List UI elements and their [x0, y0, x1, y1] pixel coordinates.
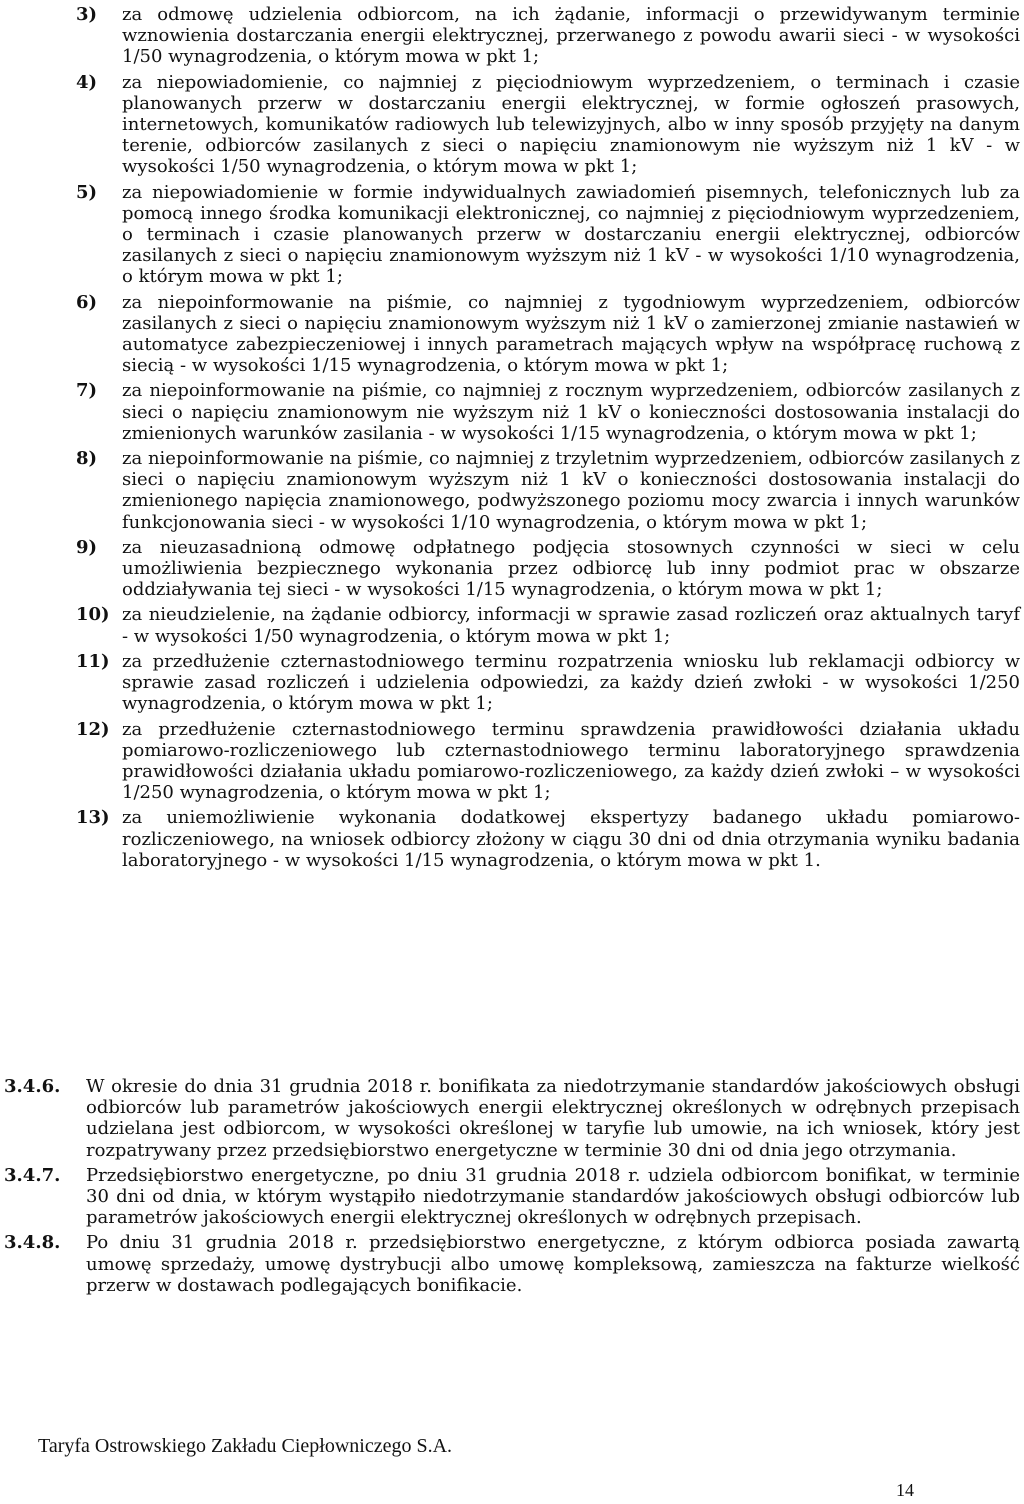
item-number: 7) [76, 380, 98, 402]
numbered-list [76, 4, 1020, 875]
item-number: 10) [76, 604, 110, 626]
list-item [76, 719, 1020, 804]
list-item [76, 604, 1020, 646]
item-text: za uniemożliwienie wykonania dodatkowej ekspertyzy badanego układu pomiarowo-rozliczeniowego, na wniosek odbiorcy złożony w ciągu 30 dni od dnia otrzymania wyniku badania laboratoryjnego - w wysokości 1/15 wynagrodzenia, o którym mowa w pkt 1. [122, 807, 1020, 871]
page-number: 14 [896, 1480, 914, 1500]
item-text: za nieudzielenie, na żądanie odbiorcy, informacji w sprawie zasad rozliczeń oraz aktualnych taryf - w wysokości 1/50 wynagrodzenia, o którym mowa w pkt 1; [122, 604, 1020, 647]
item-text: za niepoinformowanie na piśmie, co najmniej z tygodniowym wyprzedzeniem, odbiorców zasilanych z sieci o napięciu znamionowym wyższym niż 1 kV o zamierzonej zmianie nastawień w automatyce zabezpieczeniowej i innych parametrach mających wpływ na współpracę ruchową z siecią - w wysokości 1/15 wynagrodzenia, o którym mowa w pkt 1; [122, 291, 1020, 377]
list-item [76, 807, 1020, 871]
list-item [76, 72, 1020, 178]
item-text: za odmowę udzielenia odbiorcom, na ich żądanie, informacji o przewidywanym terminie wznowienia dostarczania energii elektrycznej, przerwanego z powodu awarii sieci - w wysokości 1/50 wynagrodzenia, o którym mowa w pkt 1; [122, 4, 1020, 68]
item-number: 4) [76, 71, 98, 93]
section-text: W okresie do dnia 31 grudnia 2018 r. bonifikata za niedotrzymanie standardów jakościowych obsługi odbiorców lub parametrów jakościowych energii elektrycznej określonych w odrębnych przepisach udzielana jest odbiorcom, w wysokości określonej w taryfie lub umowie, na ich wniosek, który jest rozpatrywany przez przedsiębiorstwo energetyczne w terminie 30 dni od dnia jego otrzymania. [86, 1076, 1020, 1161]
list-item [76, 182, 1020, 288]
item-number: 12) [76, 718, 110, 740]
item-text: za przedłużenie czternastodniowego terminu sprawdzenia prawidłowości działania układu pomiarowo-rozliczeniowego lub czternastodniowego terminu laboratoryjnego sprawdzenia prawidłowości działania układu pomiarowo-rozliczeniowego, za każdy dzień zwłoki – w wysokości 1/250 wynagrodzenia, o którym mowa w pkt 1; [122, 718, 1020, 804]
item-text: za przedłużenie czternastodniowego terminu rozpatrzenia wniosku lub reklamacji odbiorcy w sprawie zasad rozliczeń i udzielenia odpowiedzi, za każdy dzień zwłoki - w wysokości 1/250 wynagrodzenia, o którym mowa w pkt 1; [122, 650, 1020, 715]
item-text: za niepowiadomienie w formie indywidualnych zawiadomień pisemnych, telefonicznych lub za pomocą innego środka komunikacji elektronicznej, co najmniej z pięciodniowym wyprzedzeniem, o terminach i czasie planowanych przerw w dostarczaniu energii elektrycznej, odbiorców zasilanych z sieci o napięciu znamionowym wyższym niż 1 kV - w wysokości 1/10 wynagrodzenia, o którym mowa w pkt 1; [122, 181, 1020, 288]
item-number: 11) [76, 650, 110, 672]
section-number: 3.4.8. [4, 1232, 61, 1254]
list-item [76, 292, 1020, 377]
item-text: za nieuzasadnioną odmowę odpłatnego podjęcia stosownych czynności w sieci w celu umożliwienia bezpiecznego wykonania przez odbiorcę lub inny podmiot prac w obszarze oddziaływania tej sieci - w wysokości 1/15 wynagrodzenia, o którym mowa w pkt 1; [122, 536, 1020, 601]
list-item [76, 537, 1020, 601]
item-number: 6) [76, 291, 98, 313]
list-item [76, 4, 1020, 68]
item-text: za niepoinformowanie na piśmie, co najmniej z rocznym wyprzedzeniem, odbiorców zasilanych z sieci o napięciu znamionowym nie wyższym niż 1 kV o konieczności dostosowania instalacji do zmienionych warunków zasilania - w wysokości 1/15 wynagrodzenia, o którym mowa w pkt 1; [122, 380, 1020, 444]
item-number: 13) [76, 807, 110, 829]
numbered-sections [4, 1076, 1020, 1300]
section-paragraph [4, 1076, 1020, 1161]
list-item [76, 448, 1020, 533]
list-item [76, 380, 1020, 444]
section-text: Przedsiębiorstwo energetyczne, po dniu 31 grudnia 2018 r. udziela odbiorcom bonifikat, w terminie 30 dni od dnia, w którym wystąpiło niedotrzymanie standardów jakościowych obsługi odbiorców lub parametrów jakościowych energii elektrycznej określonych w odrębnych przepisach. [86, 1164, 1020, 1229]
item-number: 9) [76, 536, 98, 558]
section-paragraph [4, 1165, 1020, 1229]
item-number: 5) [76, 181, 98, 203]
section-text: Po dniu 31 grudnia 2018 r. przedsiębiorstwo energetyczne, z którym odbiorca posiada zawartą umowę sprzedaży, umowę dystrybucji albo umowę kompleksową, zamieszcza na fakturze wielkość przerw w dostawach podlegających bonifikacie. [86, 1232, 1020, 1296]
item-number: 8) [76, 448, 98, 470]
item-number: 3) [76, 4, 98, 25]
section-paragraph [4, 1232, 1020, 1296]
footer-company: Taryfa Ostrowskiego Zakładu Ciepłowniczego S.A. [38, 1435, 453, 1457]
item-text: za niepoinformowanie na piśmie, co najmniej z trzyletnim wyprzedzeniem, odbiorców zasilanych z sieci o napięciu znamionowym wyższym niż 1 kV o konieczności dostosowania instalacji do zmienionego napięcia znamionowego, podwyższonego poziomu mocy zwarcia i innych warunków funkcjonowania sieci - w wysokości 1/10 wynagrodzenia, o którym mowa w pkt 1; [122, 448, 1020, 533]
item-text: za niepowiadomienie, co najmniej z pięciodniowym wyprzedzeniem, o terminach i czasie planowanych przerw w dostarczaniu energii elektrycznej, w formie ogłoszeń prasowych, internetowych, komunikatów radiowych lub telewizyjnych, albo w inny sposób przyjęty na danym terenie, odbiorców zasilanych z sieci o napięciu znamionowym nie wyższym niż 1 kV - w wysokości 1/50 wynagrodzenia, o którym mowa w pkt 1; [122, 71, 1020, 178]
list-item [76, 651, 1020, 715]
section-number: 3.4.6. [4, 1076, 61, 1097]
section-number: 3.4.7. [4, 1164, 61, 1186]
